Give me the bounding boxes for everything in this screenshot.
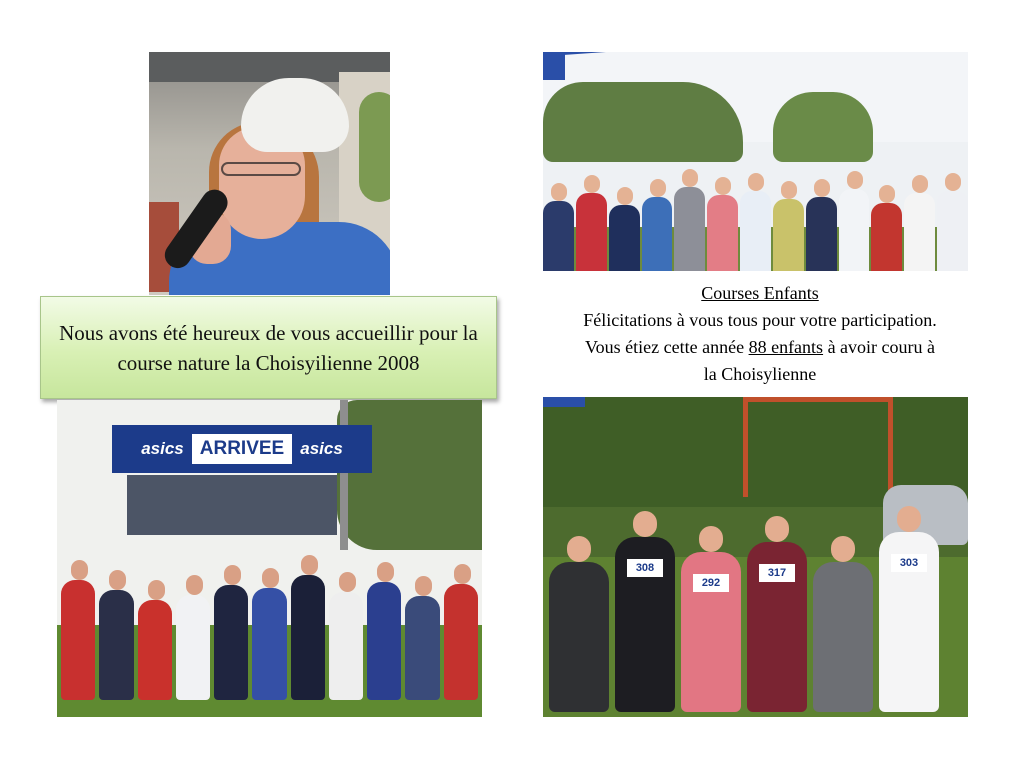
caption-title: Courses Enfants [701, 283, 819, 303]
banner-brand-left: asics [141, 439, 184, 458]
caption-line-3: la Choisylienne [703, 364, 817, 384]
child-figure [871, 203, 902, 271]
runner-figure [405, 596, 439, 700]
race-bib: 317 [759, 564, 795, 582]
child-figure [674, 187, 705, 271]
child-figure [707, 195, 738, 271]
runners-crowd [57, 520, 482, 700]
speaker-hat [241, 78, 349, 152]
runner-figure [99, 590, 133, 700]
welcome-callout [40, 296, 497, 399]
race-photo [543, 397, 968, 717]
banner-brand-right: asics [300, 439, 343, 458]
welcome-text: Nous avons été heureux de vous accueillir pour la course nature la Choisyilienne 2008 [59, 320, 478, 375]
runner-figure [138, 600, 172, 700]
race-bib: 308 [627, 559, 663, 577]
runner-figure [681, 552, 741, 712]
photo-banner-flag [543, 397, 585, 407]
runner-figure [291, 575, 325, 700]
banner-finish-label: ARRIVEE [192, 434, 292, 464]
caption-line-2-suffix: à avoir couru à [823, 337, 936, 357]
runner-figure [549, 562, 609, 712]
photo-playground-frame [743, 397, 893, 497]
race-bib: 292 [693, 574, 729, 592]
child-figure [904, 193, 935, 271]
child-figure [773, 199, 804, 271]
runner-figure [176, 595, 210, 700]
runner-figure [615, 537, 675, 712]
photo-banner-flag [543, 52, 565, 80]
race-bib: 303 [891, 554, 927, 572]
runner-figure [214, 585, 248, 700]
child-figure [642, 197, 673, 271]
caption-line-2-prefix: Vous étiez cette année [584, 337, 749, 357]
speaker-glasses [221, 162, 301, 176]
child-figure [806, 197, 837, 271]
finish-line-photo [57, 400, 482, 717]
child-figure [609, 205, 640, 271]
child-figure [937, 191, 968, 271]
photo-greenery [359, 92, 390, 202]
children-crowd [543, 147, 968, 271]
runner-figure [329, 592, 363, 700]
child-figure [543, 201, 574, 271]
runner-figure [813, 562, 873, 712]
caption-line-1: Félicitations à vous tous pour votre participation. [583, 310, 937, 330]
race-runners [543, 487, 968, 712]
runner-figure [879, 532, 939, 712]
speaker-photo [149, 52, 390, 295]
caption-line-2 [530, 334, 990, 361]
runner-figure [367, 582, 401, 700]
children-group-photo [543, 52, 968, 271]
participant-count: 88 enfants [748, 337, 824, 357]
runner-figure [747, 542, 807, 712]
child-figure [576, 193, 607, 271]
child-figure [740, 191, 771, 271]
runner-figure [61, 580, 95, 700]
children-race-caption [530, 280, 990, 388]
runner-figure [444, 584, 478, 700]
runner-figure [252, 588, 286, 700]
child-figure [839, 189, 870, 271]
finish-banner [112, 425, 372, 473]
